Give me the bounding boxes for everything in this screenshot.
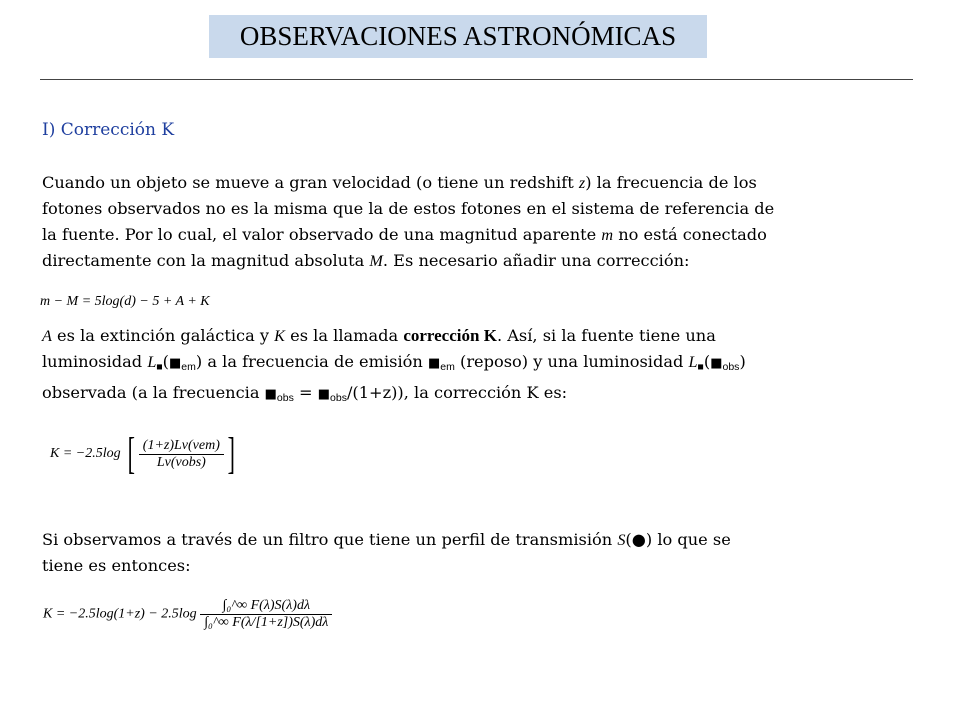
paragraph-line: fotones observados no es la misma que la de estos fotones en el sistema de referencia de xyxy=(42,199,775,218)
paragraph-line: Si observamos a través de un filtro que tiene un perfil de transmisión S(●) lo que se xyxy=(42,530,731,549)
square-glyph-icon: ■ xyxy=(710,356,723,371)
paragraph-line: observada (a la frecuencia $■_{obs}$ = $■_{obs}/(1+z)$), la corrección K es: xyxy=(42,383,568,404)
square-glyph-icon: ■ xyxy=(697,361,704,373)
page-title: OBSERVACIONES ASTRONÓMICAS xyxy=(239,21,677,51)
k-correction-paragraph xyxy=(42,323,922,411)
paragraph-line: A es la extinción galáctica y K es la llamada corrección K. Así, si la fuente tiene una xyxy=(42,326,716,345)
distance-modulus-equation: m − M = 5log(d) − 5 + A + K xyxy=(40,294,210,309)
square-glyph-icon: ■ xyxy=(169,356,182,371)
section-heading: I) Corrección K xyxy=(42,120,175,140)
paragraph-line: tiene es entonces: xyxy=(42,556,191,575)
square-glyph-icon: ■ xyxy=(427,356,441,371)
square-glyph-icon: ■ xyxy=(156,361,163,373)
k-correction-equation: K = −2.5log [ $\frac{\text{(1+z)Lν(νem)}}{\text{Lν(νobs)}}$ ] xyxy=(50,429,235,478)
filter-paragraph xyxy=(42,527,922,579)
intro-paragraph xyxy=(42,170,922,274)
paragraph-line: luminosidad $L_■(■_{em})$ a la frecuencia de emisión $■_{em}$ (reposo) y una luminosidad $L_■(■_{obs})$ xyxy=(42,352,746,373)
paragraph-line: Cuando un objeto se mueve a gran velocidad (o tiene un redshift z) la frecuencia de los xyxy=(42,173,757,192)
square-glyph-icon: ■ xyxy=(264,387,277,402)
paragraph-line: la fuente. Por lo cual, el valor observado de una magnitud aparente m no está conectado xyxy=(42,225,767,244)
paragraph-line: directamente con la magnitud absoluta M. Es necesario añadir una corrección: xyxy=(42,251,690,270)
filter-k-correction-equation: K = −2.5log(1+z) − 2.5log $\frac{\text{∫₀\textasciicircum{}∞ F(λ)S(λ)dλ}}{\text{∫₀\textasciicircum{}∞ F(λ/[1+z])S(λ)dλ}}$ xyxy=(43,598,332,670)
title-divider xyxy=(40,79,913,80)
title-banner xyxy=(209,15,707,58)
square-glyph-icon: ■ xyxy=(317,387,331,402)
